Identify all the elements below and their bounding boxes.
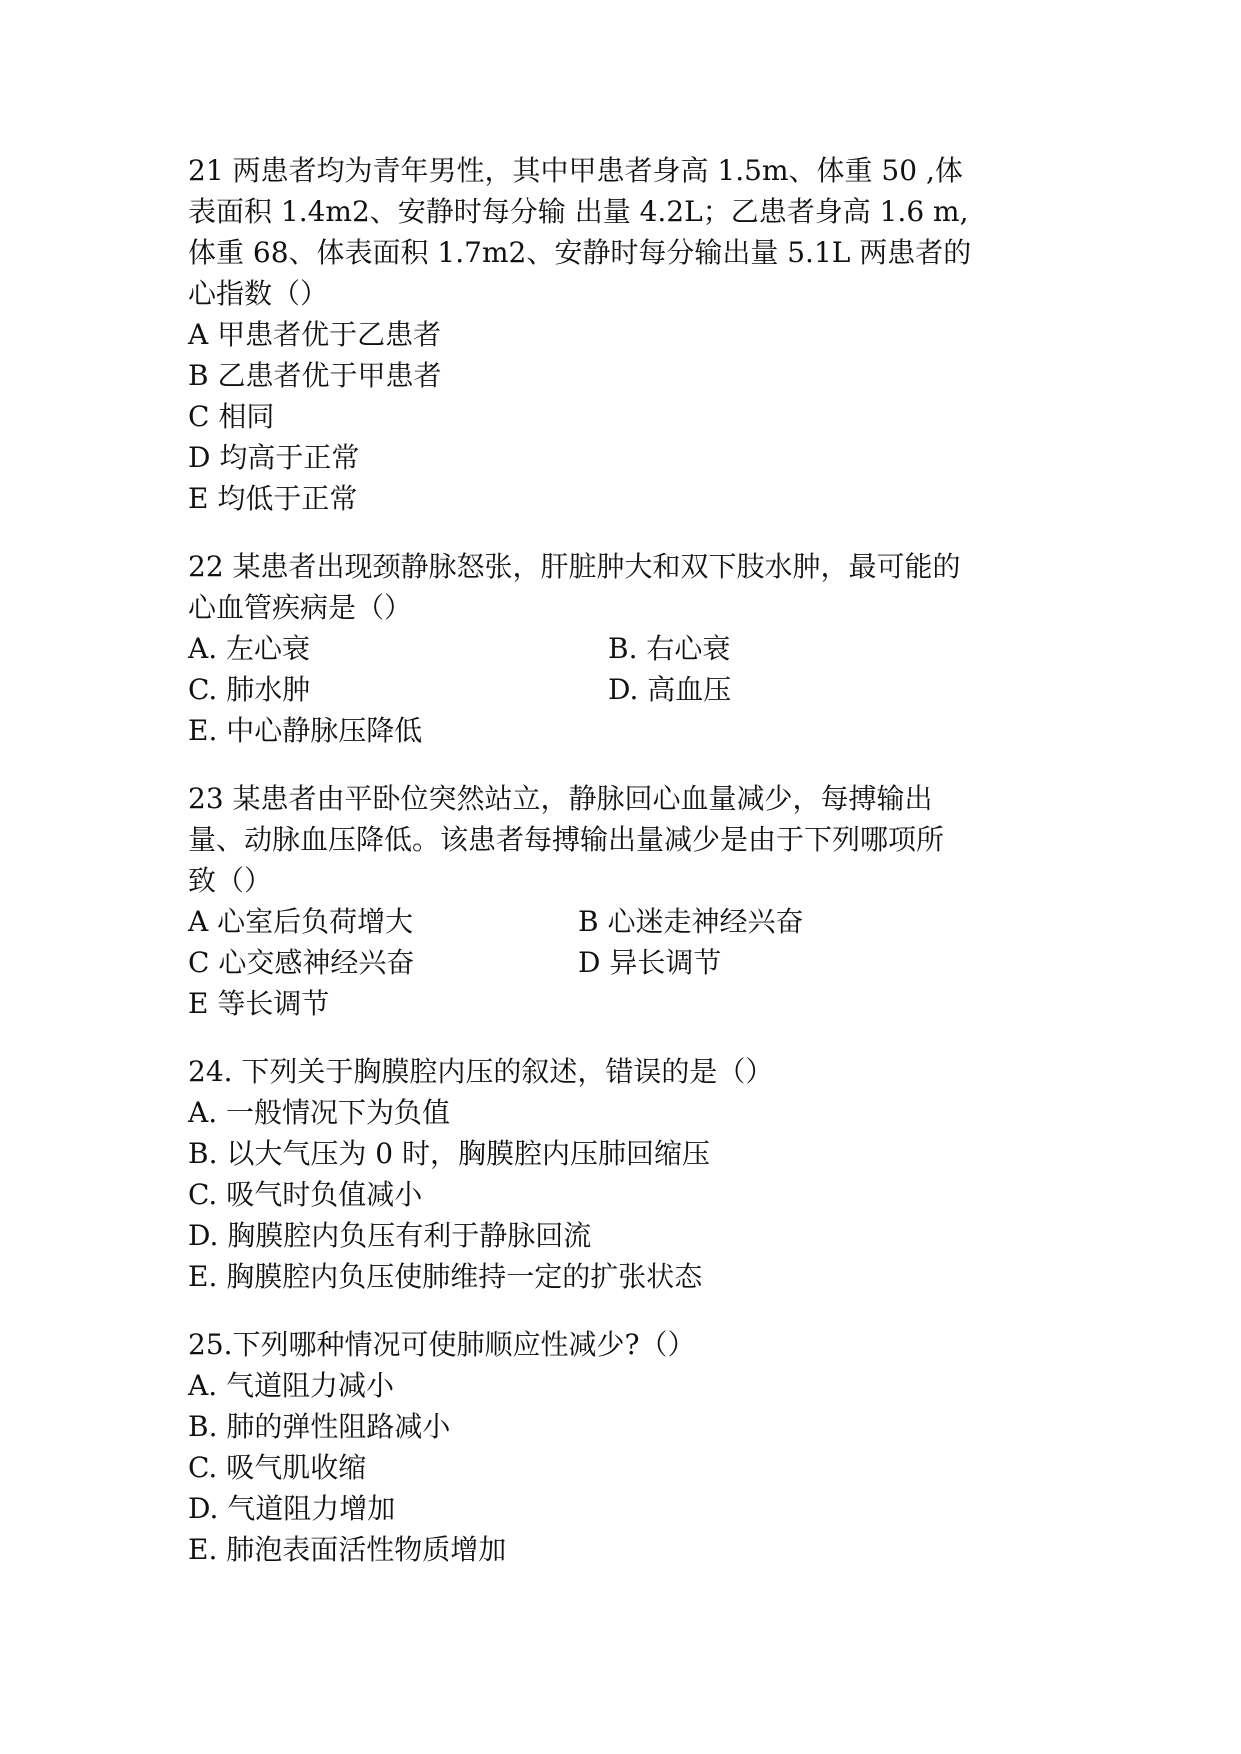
question-stem-line: 22 某患者出现颈静脉怒张，肝脏肿大和双下肢水肿，最可能的 [188,550,961,583]
option-d: D. 高血压 [608,673,732,706]
question-stem-line: 致（） [188,864,273,897]
option-a: A 甲患者优于乙患者 [188,318,442,351]
question-stem-line: 心血管疾病是（） [188,591,413,624]
question-stem-line: 表面积 1.4m2、安静时每分输 出量 4.2L；乙患者身高 1.6 m, [188,195,969,228]
option-d: D. 气道阻力增加 [188,1492,396,1525]
question-stem-line: 23 某患者由平卧位突然站立，静脉回心血量减少，每搏输出 [188,782,933,815]
option-b: B 心迷走神经兴奋 [578,905,804,938]
question-25 [188,1324,1068,1570]
option-d: D 均高于正常 [188,441,360,474]
option-e: E 等长调节 [188,987,330,1020]
option-b: B. 肺的弹性阻路减小 [188,1410,451,1443]
option-e: E. 肺泡表面活性物质增加 [188,1533,507,1566]
option-e: E 均低于正常 [188,482,358,515]
question-stem-line: 24. 下列关于胸膜腔内压的叙述，错误的是（） [188,1055,774,1088]
question-24 [188,1051,1068,1297]
question-stem-line: 心指数（） [188,277,329,310]
option-b: B. 右心衰 [608,632,731,665]
exam-page [188,150,1068,1570]
option-a: A. 一般情况下为负值 [188,1096,451,1129]
option-row [188,669,1068,710]
option-row [188,710,1068,751]
option-row [188,983,1068,1024]
option-a: A. 气道阻力减小 [188,1369,395,1402]
question-23 [188,778,1068,1024]
option-c: C. 吸气肌收缩 [188,1451,367,1484]
option-b: B 乙患者优于甲患者 [188,359,442,392]
option-row [188,901,1068,942]
option-b: B. 以大气压为 0 时，胸膜腔内压肺回缩压 [188,1137,710,1170]
option-c: C 心交感神经兴奋 [188,946,415,979]
option-d: D 异长调节 [578,946,722,979]
option-c: C. 肺水肿 [188,673,311,706]
question-22 [188,546,1068,751]
option-a: A. 左心衰 [188,632,311,665]
option-e: E. 中心静脉压降低 [188,714,423,747]
option-c: C 相同 [188,400,275,433]
question-stem-line: 21 两患者均为青年男性，其中甲患者身高 1.5m、体重 50 ,体 [188,154,963,187]
option-row [188,942,1068,983]
question-21 [188,150,1068,519]
option-e: E. 胸膜腔内负压使肺维持一定的扩张状态 [188,1260,703,1293]
option-a: A 心室后负荷增大 [188,905,414,938]
option-row [188,628,1068,669]
option-c: C. 吸气时负值减小 [188,1178,423,1211]
question-stem-line: 体重 68、体表面积 1.7m2、安静时每分输出量 5.1L 两患者的 [188,236,972,269]
option-d: D. 胸膜腔内负压有利于静脉回流 [188,1219,592,1252]
question-stem-line: 25.下列哪种情况可使肺顺应性减少?（） [188,1328,696,1361]
question-stem-line: 量、动脉血压降低。该患者每搏输出量减少是由于下列哪项所 [188,823,945,856]
